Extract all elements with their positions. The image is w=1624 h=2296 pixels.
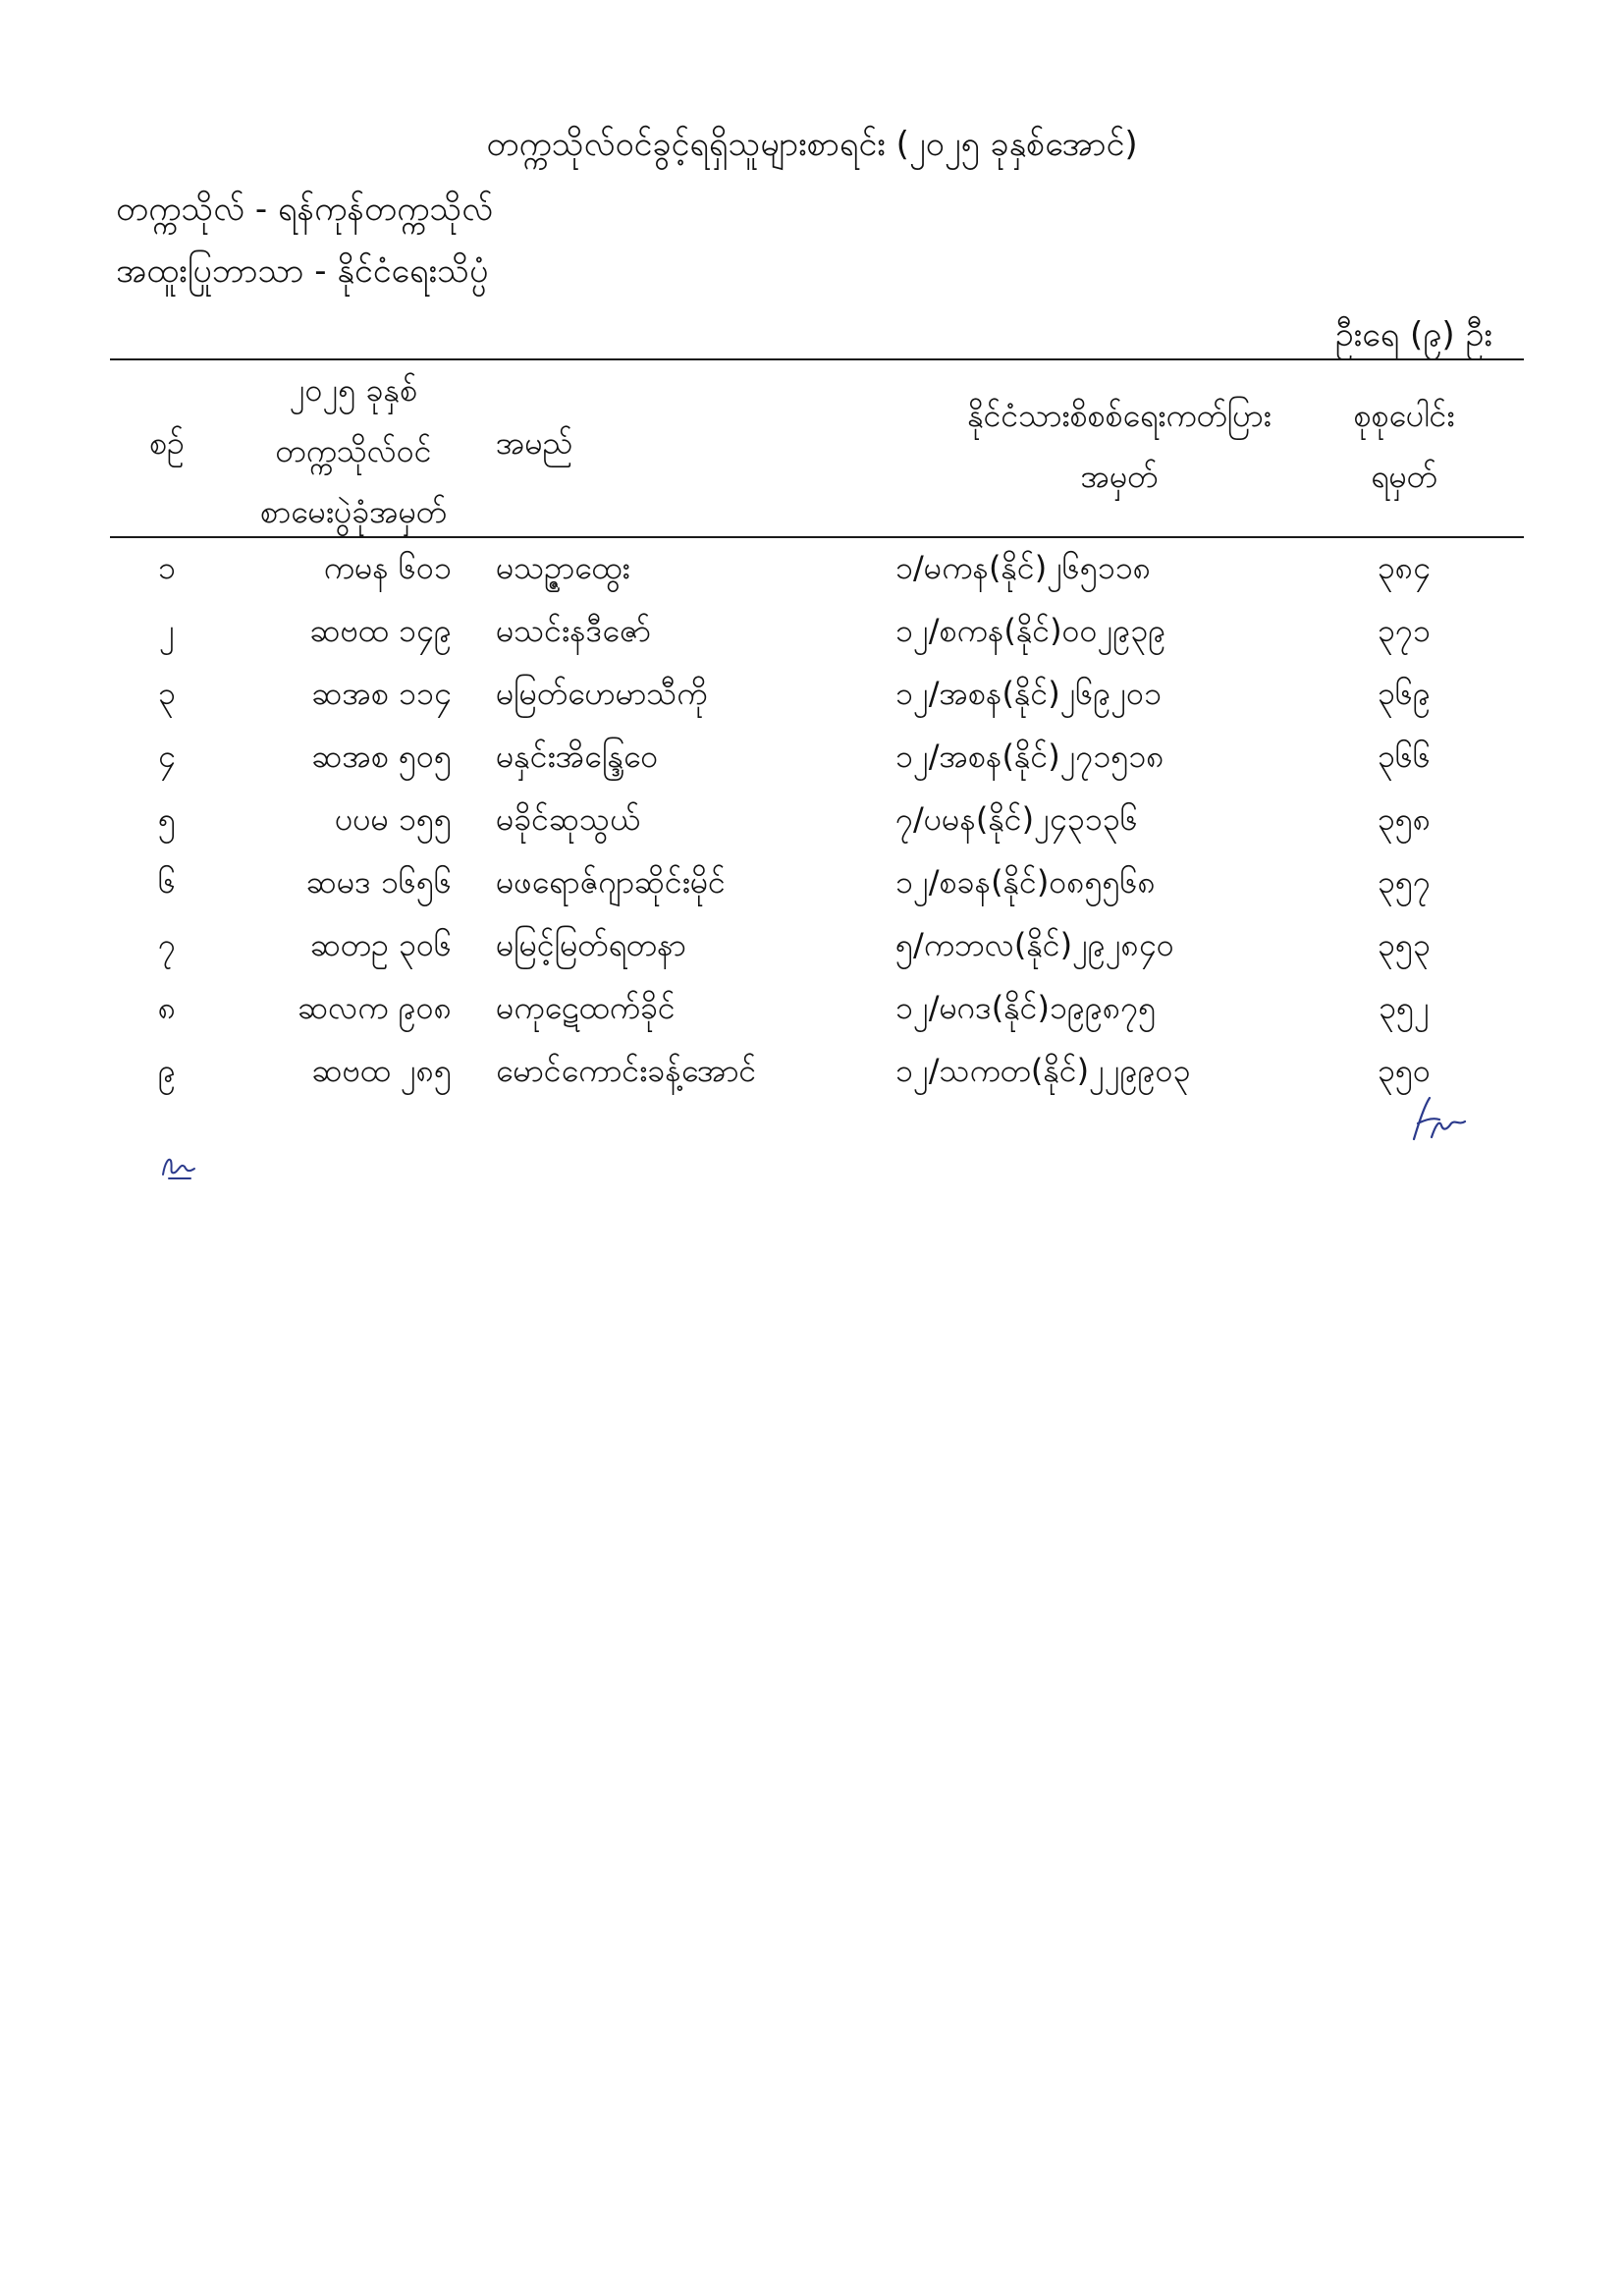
header-score-line2: ရမှတ် xyxy=(1371,458,1437,495)
row-name: မမြတ်ဟေမာသီကို xyxy=(496,675,708,712)
header-no: စဉ် xyxy=(149,424,185,462)
row-name: မနှင်းအိန္ဒြေဝေ xyxy=(496,738,659,775)
row-nrc: ၁၂/သကတ(နိုင်)၂၂၉၉၀၃ xyxy=(895,1052,1191,1089)
row-reg: ဆမဒ ၁၆၅၆ xyxy=(305,863,452,901)
row-score: ၃၅၂ xyxy=(1379,989,1430,1026)
table-row xyxy=(0,725,1624,788)
table-row xyxy=(0,599,1624,662)
row-no: ၁ xyxy=(158,549,176,586)
row-no: ၉ xyxy=(158,1052,176,1089)
row-no: ၄ xyxy=(158,738,176,775)
row-reg: ဆတဥ ၃၀၆ xyxy=(309,926,452,963)
row-nrc: ၁/မကန(နိုင်)၂၆၅၁၁၈ xyxy=(895,549,1152,586)
row-name: မောင်ကောင်းခန့်အောင် xyxy=(496,1052,757,1089)
row-nrc: ၇/ပမန(နိုင်)၂၄၃၁၃၆ xyxy=(895,800,1138,838)
row-score: ၃၅၀ xyxy=(1378,1052,1431,1089)
table-row xyxy=(0,976,1624,1039)
header-reg-line3: စာမေးပွဲခုံအမှတ် xyxy=(260,493,447,530)
row-name: မသင်းနဒီဇော် xyxy=(496,612,651,649)
header-nrc xyxy=(874,385,1365,507)
header-nrc-line1: နိုင်ငံသားစိစစ်ရေးကတ်ပြား xyxy=(967,397,1272,434)
table-row xyxy=(0,662,1624,725)
row-name: မဖရောဇ်ဂျာဆိုင်းမိုင် xyxy=(496,863,726,901)
row-no: ၈ xyxy=(157,989,177,1026)
signature-initials-left xyxy=(157,1149,206,1184)
row-nrc: ၁၂/စခန(နိုင်)၀၈၅၅၆၈ xyxy=(895,863,1156,901)
signature-initials-right xyxy=(1406,1090,1475,1149)
row-no: ၇ xyxy=(158,926,176,963)
header-score xyxy=(1306,385,1502,507)
row-reg: ဆဗထ ၂၈၅ xyxy=(311,1052,452,1089)
university-line: တက္ကသိုလ် - ရန်ကုန်တက္ကသိုလ် xyxy=(116,190,494,229)
header-score-line1: စုစုပေါင်း xyxy=(1353,397,1455,434)
total-count: ဦးရေ (၉) ဦး xyxy=(1334,315,1492,355)
row-name: မကုဋေထက်ခိုင် xyxy=(496,989,676,1026)
row-reg: ဆအစ ၁၁၄ xyxy=(311,675,452,712)
table-row xyxy=(0,536,1624,599)
row-score: ၃၅၃ xyxy=(1378,926,1431,963)
department-line: အထူးပြုဘာသာ - နိုင်ငံရေးသိပ္ပံ xyxy=(116,251,489,291)
row-no: ၆ xyxy=(158,863,176,901)
header-nrc-line2: အမှတ် xyxy=(1080,458,1159,495)
table-row xyxy=(0,850,1624,913)
row-score: ၃၆၆ xyxy=(1378,738,1431,775)
row-score: ၃၆၉ xyxy=(1378,675,1431,712)
document-title: တက္ကသိုလ်ဝင်ခွင့်ရရှိသူများစာရင်း (၂၀၂၅ ခုနှစ်အောင်) xyxy=(486,125,1138,164)
row-name: မမြင့်မြတ်ရတနာ xyxy=(496,926,686,963)
row-reg: ဆဗထ ၁၄၉ xyxy=(309,612,452,649)
row-name: မခိုင်ဆုသွယ် xyxy=(496,800,640,838)
header-reg-line1: ၂၀၂၅ ခုနှစ် xyxy=(289,371,418,409)
row-reg: ဆအစ ၅၀၅ xyxy=(311,738,452,775)
table-row xyxy=(0,913,1624,976)
header-registration xyxy=(228,359,479,542)
row-reg: ဆလက ၉၀၈ xyxy=(298,989,452,1026)
table-row xyxy=(0,1039,1624,1102)
row-no: ၂ xyxy=(159,612,175,649)
row-nrc: ၁၂/အစန(နိုင်)၂၇၁၅၁၈ xyxy=(895,738,1164,775)
row-name: မသဥ္ဇာထွေး xyxy=(496,549,630,586)
row-no: ၃ xyxy=(158,675,176,712)
row-nrc: ၁၂/အစန(နိုင်)၂၆၉၂၀၁ xyxy=(895,675,1163,712)
table-row xyxy=(0,788,1624,850)
row-nrc: ၁၂/စကန(နိုင်)၀၀၂၉၃၉ xyxy=(895,612,1166,649)
row-reg: ပပမ ၁၅၅ xyxy=(335,800,452,838)
row-nrc: ၅/ကဘလ(နိုင်)၂၉၂၈၄၀ xyxy=(895,926,1174,963)
row-score: ၃၇၁ xyxy=(1378,612,1431,649)
header-reg-line2: တက္ကသိုလ်ဝင် xyxy=(275,432,432,469)
row-score: ၃၈၄ xyxy=(1377,549,1432,586)
row-reg: ကမန ၆၀၁ xyxy=(323,549,452,586)
row-score: ၃၅၇ xyxy=(1378,863,1431,901)
row-no: ၅ xyxy=(158,800,176,838)
row-score: ၃၅၈ xyxy=(1377,800,1432,838)
header-name: အမည် xyxy=(496,424,573,462)
row-nrc: ၁၂/မဂဒ(နိုင်)၁၉၉၈၇၅ xyxy=(895,989,1157,1026)
